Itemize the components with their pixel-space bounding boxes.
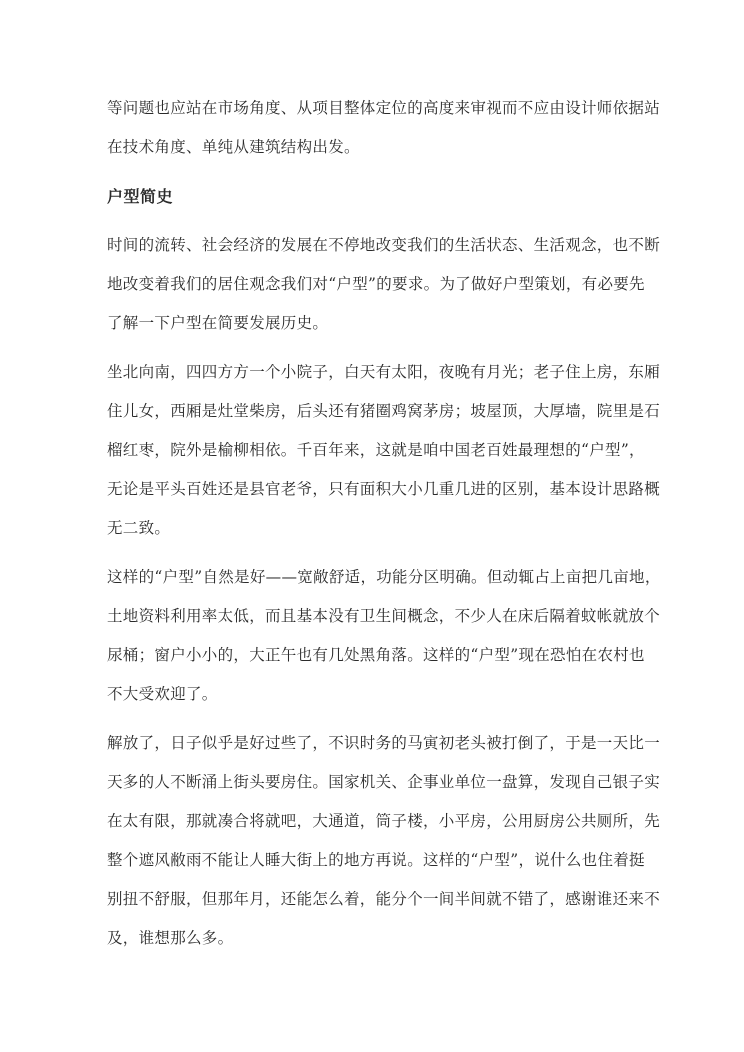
paragraph-intro: [107, 226, 661, 343]
text-line: 无论是平头百姓还是县官老爷，只有面积大小几重几进的区别，基本设计思路概: [107, 480, 661, 498]
text-line: 住儿女，西厢是灶堂柴房，后头还有猪圈鸡窝茅房；坡屋顶，大厚墙，院里是石: [107, 402, 661, 420]
section-heading: 户型简史: [107, 187, 174, 206]
text-line: 天多的人不断涌上街头要房住。国家机关、企事业单位一盘算，发现自己银子实: [107, 773, 661, 791]
text-line: 坐北向南，四四方方一个小院子，白天有太阳，夜晚有月光；老子住上房，东厢: [107, 363, 661, 381]
paragraph-continuation: [107, 89, 661, 167]
text-line: 等问题也应站在市场角度、从项目整体定位的高度来审视而不应由设计师依据站: [107, 99, 661, 117]
text-line: 地改变着我们的居住观念我们对“户型”的要求。为了做好户型策划，有必要先: [107, 275, 645, 293]
text-line: 在技术角度、单纯从建筑结构出发。: [107, 138, 360, 156]
text-line: 别扭不舒服，但那年月，还能怎么着，能分个一间半间就不错了，感谢谁还来不: [107, 890, 661, 908]
text-line: 尿桶；窗户小小的，大正午也有几处黑角落。这样的“户型”现在恐怕在农村也: [107, 646, 645, 664]
text-line: 土地资料利用率太低，而且基本没有卫生间概念，不少人在床后隔着蚊帐就放个: [107, 607, 661, 625]
text-line: 榴红枣，院外是榆柳相依。千百年来，这就是咱中国老百姓最理想的“户型”，: [107, 441, 645, 459]
paragraph-drawbacks: [107, 558, 661, 714]
text-line: 解放了，日子似乎是好过些了，不识时务的马寅初老头被打倒了，于是一天比一: [107, 734, 661, 752]
text-line: 及，谁想那么多。: [107, 929, 234, 947]
text-line: 在太有限，那就凑合将就吧，大通道，筒子楼，小平房，公用厨房公共厕所，先: [107, 812, 661, 830]
text-line: 了解一下户型在简要发展历史。: [107, 314, 329, 332]
text-line: 无二致。: [107, 519, 171, 537]
page-content: [107, 89, 661, 968]
paragraph-courtyard: [107, 353, 661, 548]
text-line: 不大受欢迎了。: [107, 685, 218, 703]
text-line: 这样的“户型”自然是好——宽敞舒适，功能分区明确。但动辄占上亩把几亩地，: [107, 568, 661, 586]
paragraph-liberation: [107, 724, 661, 958]
text-line: 时间的流转、社会经济的发展在不停地改变我们的生活状态、生活观念，也不断: [107, 236, 661, 254]
text-line: 整个遮风敝雨不能让人睡大街上的地方再说。这样的“户型”，说什么也住着挺: [107, 851, 645, 869]
